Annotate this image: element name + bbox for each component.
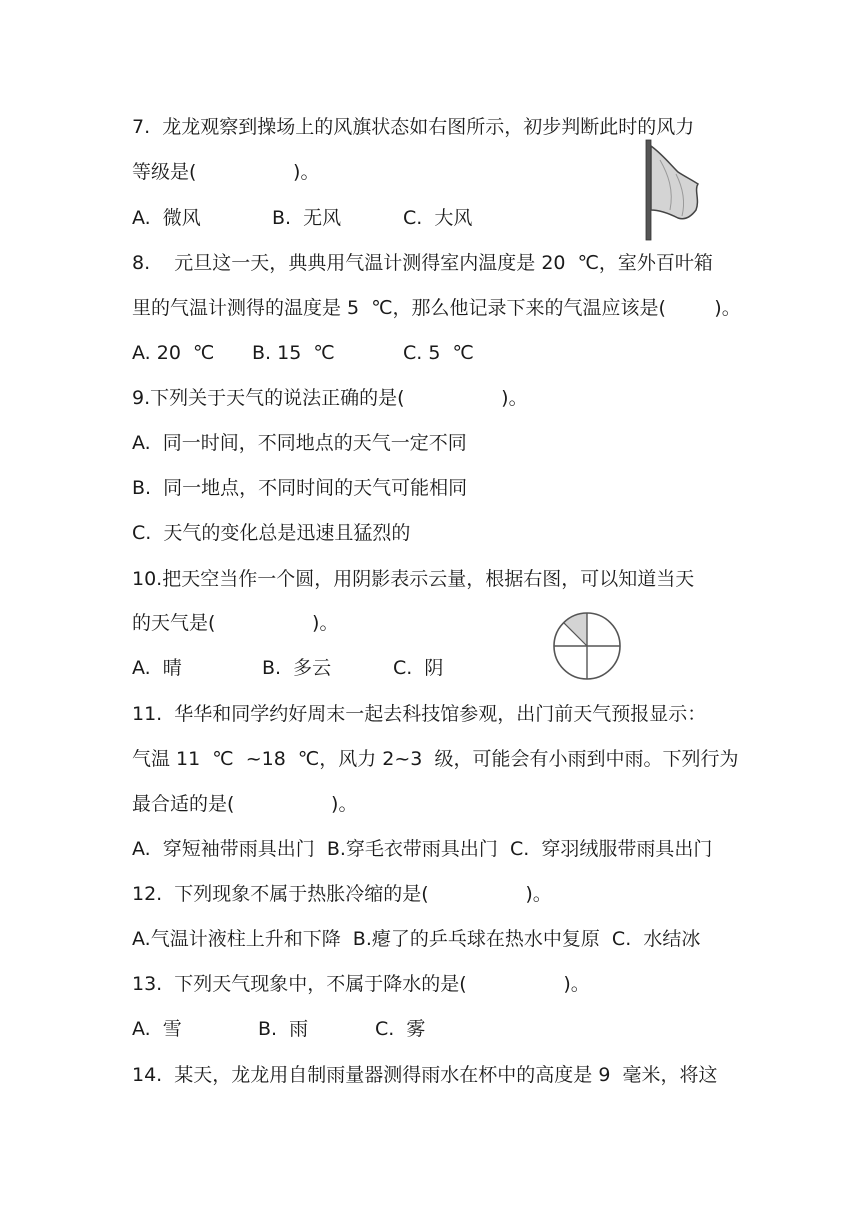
q8-line1: 8. 元旦这一天，典典用气温计测得室内温度是 20 ℃，室外百叶箱 [132, 252, 713, 274]
q10-option-b: B. 多云 [262, 657, 332, 679]
q13-line1: 13. 下列天气现象中，不属于降水的是( )。 [132, 973, 590, 995]
q10-line1: 10.把天空当作一个圆，用阴影表示云量，根据右图，可以知道当天 [132, 568, 695, 590]
q9-option-a: A. 同一时间，不同地点的天气一定不同 [132, 432, 467, 454]
q7-option-a: A. 微风 [132, 207, 201, 229]
q9-option-c: C. 天气的变化总是迅速且猛烈的 [132, 522, 411, 544]
q11-line3: 最合适的是( )。 [132, 793, 358, 815]
q8-option-a: A. 20 ℃ [132, 342, 215, 364]
q9-line1: 9.下列关于天气的说法正确的是( )。 [132, 387, 528, 409]
q11-line1: 11. 华华和同学约好周末一起去科技馆参观，出门前天气预报显示： [132, 703, 707, 725]
q12-options: A.气温计液柱上升和下降 B.瘪了的乒乓球在热水中复原 C. 水结冰 [132, 928, 701, 950]
q11-line2: 气温 11 ℃ ~18 ℃，风力 2~3 级，可能会有小雨到中雨。下列行为 [132, 748, 739, 770]
q10-option-a: A. 晴 [132, 657, 182, 679]
q10-line2: 的天气是( )。 [132, 612, 339, 634]
q11-options: A. 穿短袖带雨具出门 B.穿毛衣带雨具出门 C. 穿羽绒服带雨具出门 [132, 838, 713, 860]
q7-option-c: C. 大风 [403, 207, 473, 229]
q7-line2: 等级是( )。 [132, 161, 320, 183]
q13-option-b: B. 雨 [258, 1018, 309, 1040]
q8-line2: 里的气温计测得的温度是 5 ℃，那么他记录下来的气温应该是( )。 [132, 297, 741, 319]
q13-option-a: A. 雪 [132, 1018, 182, 1040]
q10-option-c: C. 阴 [393, 657, 444, 679]
q13-option-c: C. 雾 [375, 1018, 426, 1040]
q12-line1: 12. 下列现象不属于热胀冷缩的是( )。 [132, 883, 552, 905]
cloud-cover-circle-icon [551, 610, 623, 682]
cloud-shaded-sector [564, 613, 587, 646]
q8-option-c: C. 5 ℃ [403, 342, 474, 364]
q9-option-b: B. 同一地点，不同时间的天气可能相同 [132, 477, 468, 499]
wind-flag-icon [640, 138, 706, 242]
q8-option-b: B. 15 ℃ [252, 342, 335, 364]
q7-line1: 7. 龙龙观察到操场上的风旗状态如右图所示，初步判断此时的风力 [132, 116, 695, 138]
q14-line1: 14. 某天，龙龙用自制雨量器测得雨水在杯中的高度是 9 毫米，将这 [132, 1064, 718, 1086]
q7-option-b: B. 无风 [272, 207, 342, 229]
